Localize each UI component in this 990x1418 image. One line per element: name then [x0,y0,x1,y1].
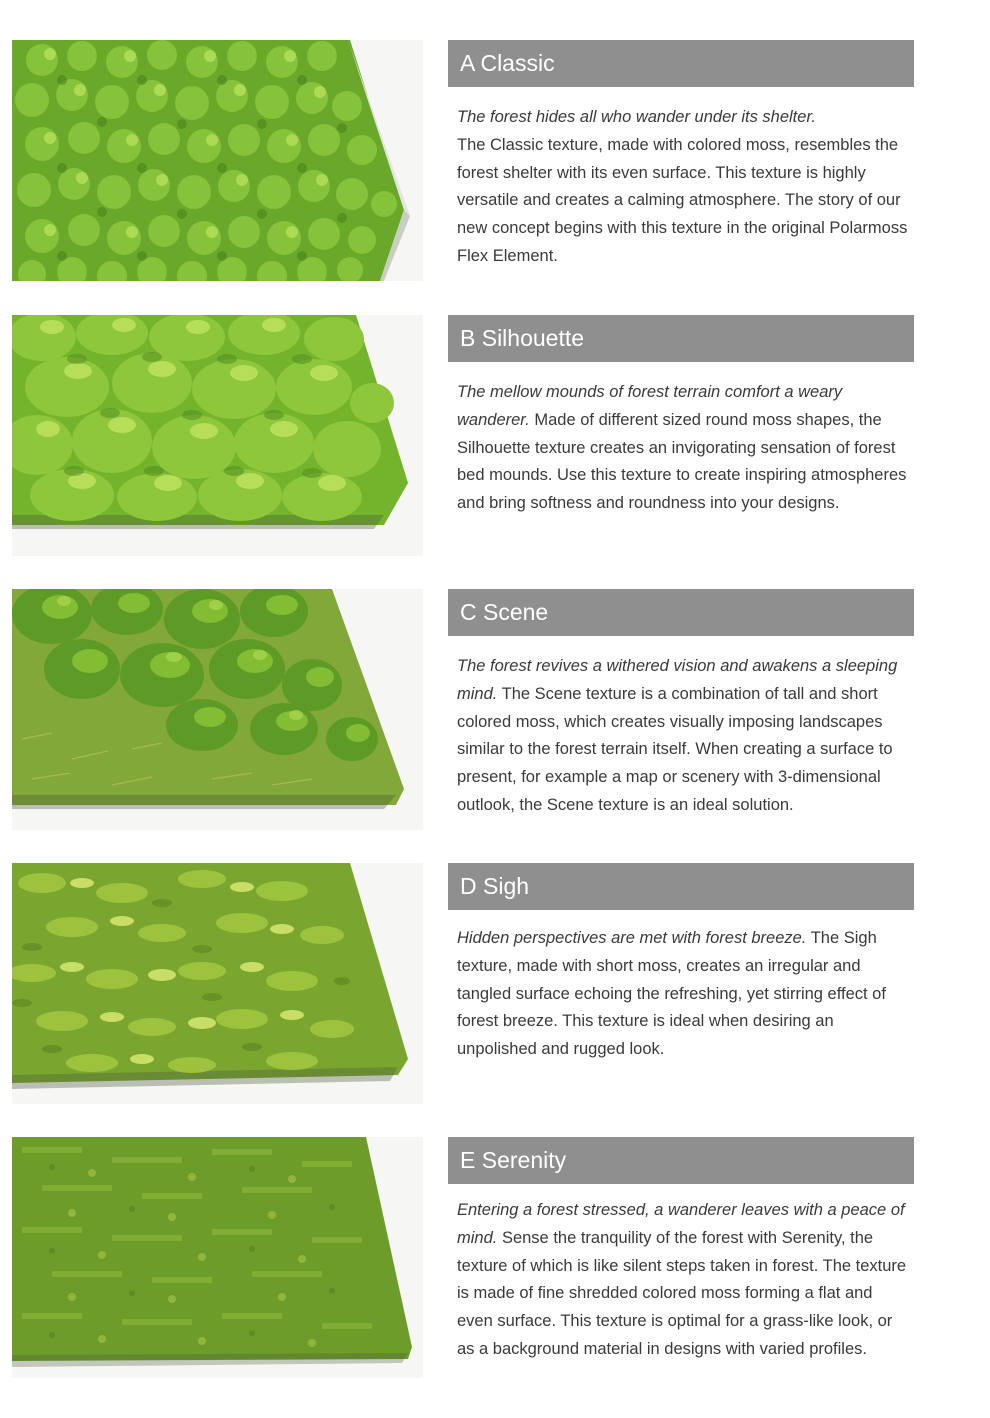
texture-description [457,653,909,820]
texture-b-silhouette [0,315,990,560]
texture-c-scene [0,589,990,834]
classic-moss-panel [12,40,423,281]
texture-a-classic [0,40,990,285]
texture-intro: Entering a forest stressed, a wanderer leaves with a peace of mind. [457,1201,905,1247]
texture-intro: The forest hides all who wander under its shelter. [457,108,816,126]
sigh-moss-panel [12,863,423,1104]
texture-intro: The mellow mounds of forest terrain comfort a weary wanderer. [457,383,843,429]
texture-body: Made of different sized round moss shapes, the Silhouette texture creates an invigorating sensation of forest bed mounds. Use this texture to create inspiring atmospheres and bring softness and roundness into your designs. [457,410,907,513]
scene-moss-panel [12,589,423,830]
texture-intro: The forest revives a withered vision and awakens a sleeping mind. [457,657,898,703]
serenity-moss-panel [12,1137,423,1378]
texture-title: C Scene [448,589,914,636]
texture-e-serenity [0,1137,990,1397]
serenity-moss-image [12,1137,423,1378]
texture-body: The Sigh texture, made with short moss, creates an irregular and tangled surface echoing the refreshing, yet stirring effect of forest breeze. This texture is ideal when desiring an unpolished and rugged look. [457,929,886,1059]
texture-intro: Hidden perspectives are met with forest breeze. [457,929,807,947]
silhouette-moss-panel [12,315,423,556]
texture-title: B Silhouette [448,315,914,362]
texture-description [457,1197,909,1364]
texture-title: D Sigh [448,863,914,910]
texture-title: E Serenity [448,1137,914,1184]
silhouette-moss-image [12,315,423,556]
sigh-moss-image [12,863,423,1104]
texture-body: The Scene texture is a combination of tall and short colored moss, which creates visually imposing landscapes similar to the forest terrain itself. When creating a surface to present, for example a map or scenery with 3-dimensional outlook, the Scene texture is an ideal solution. [457,684,893,814]
texture-description [457,104,909,271]
scene-moss-image [12,589,423,830]
texture-title: A Classic [448,40,914,87]
texture-body: Sense the tranquility of the forest with Serenity, the texture of which is like silent steps taken in forest. The texture is made of fine shredded colored moss forming a flat and even surface. This texture is optimal for a grass-like look, or as a background material in designs with varied profiles. [457,1228,907,1358]
texture-body: The Classic texture, made with colored moss, resembles the forest shelter with its even surface. This texture is highly versatile and creates a calming atmosphere. The story of our new concept begins with this texture in the original Polarmoss Flex Element. [457,135,908,265]
texture-description [457,925,909,1064]
texture-description [457,379,909,518]
texture-d-sigh [0,863,990,1108]
classic-moss-image [12,40,423,281]
